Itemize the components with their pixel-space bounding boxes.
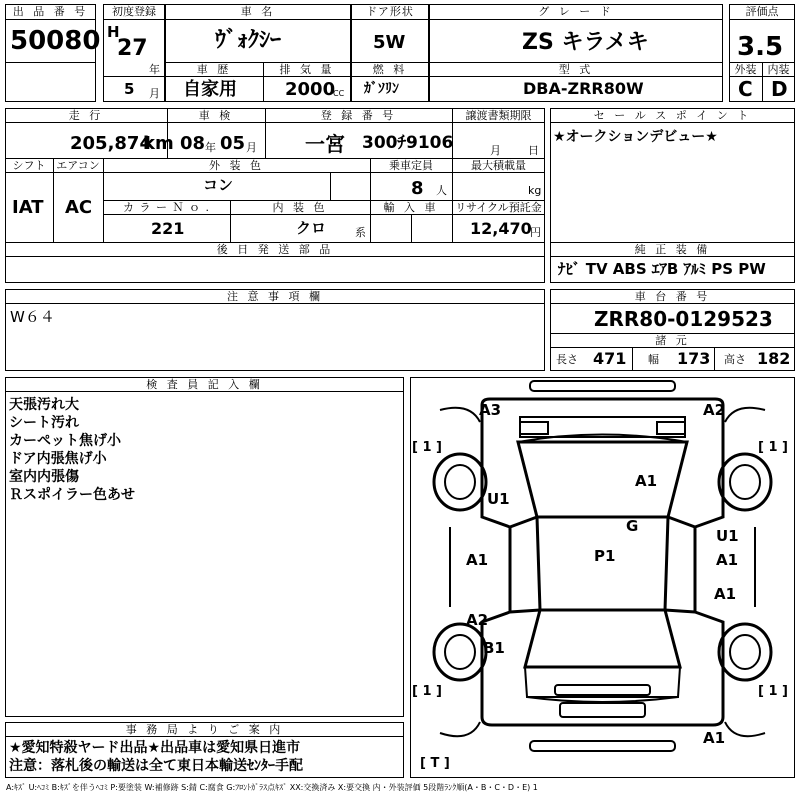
- ext-color: コン: [203, 176, 234, 194]
- inspector-note-line: Ｒスポイラー色あせ: [9, 487, 135, 503]
- height: 182: [757, 349, 791, 368]
- history-label: 車 歴: [196, 63, 232, 76]
- damage-label: P1: [594, 547, 616, 565]
- mileage-unit: km: [143, 133, 174, 154]
- recycle-label: リサイクル預託金: [455, 201, 542, 214]
- inspector-note-line: シート汚れ: [9, 415, 79, 431]
- lot-number-label: 出 品 番 号: [12, 5, 89, 18]
- int-color: クロ: [296, 219, 327, 237]
- int-score-label: 内装: [767, 63, 790, 76]
- inspection-year: 08: [180, 133, 206, 154]
- lot-number: 50080: [10, 26, 101, 56]
- tire-mark: [ 1 ]: [412, 440, 442, 455]
- score: 3.5: [737, 32, 784, 62]
- damage-label: B1: [483, 639, 505, 657]
- length: 471: [593, 349, 627, 368]
- transfer-day: 日: [528, 144, 539, 157]
- model-label: 型 式: [558, 63, 594, 76]
- year-unit: 年: [149, 63, 160, 76]
- inspector-note-line: 室内内張傷: [9, 469, 79, 485]
- inspector-note-line: 天張汚れ大: [9, 397, 79, 413]
- shift-label: シフト: [12, 159, 46, 172]
- transfer-month: 月: [490, 144, 501, 157]
- month-unit: 月: [149, 87, 160, 100]
- equipment-label: 純 正 装 備: [634, 243, 711, 256]
- inspection-label: 車 検: [198, 109, 234, 122]
- inspector-notes: [9, 396, 135, 504]
- grade-label: グ レ ー ド: [538, 5, 614, 18]
- inspection-month: 05: [220, 133, 246, 154]
- first-reg-month: 5: [124, 80, 135, 98]
- notes-text: W６４: [10, 308, 55, 326]
- damage-label: A1: [714, 585, 737, 603]
- max-load-label: 最大積載量: [471, 159, 526, 172]
- office-line-2: 注意：落札後の輸送は全て東日本輸送ｾﾝﾀｰ手配: [9, 758, 303, 774]
- capacity: 8: [411, 178, 424, 199]
- load-unit: kg: [528, 184, 542, 197]
- model-code: DBA-ZRR80W: [523, 79, 644, 98]
- tire-mark: [ 1 ]: [758, 440, 788, 455]
- later-parts-label: 後 日 発 送 部 品: [216, 243, 334, 256]
- damage-label: A1: [466, 551, 489, 569]
- recycle-unit: 円: [530, 226, 541, 239]
- chassis-label: 車 台 番 号: [634, 290, 711, 303]
- car-name: ｳﾞｫｸｼｰ: [215, 28, 282, 53]
- reg-number: 300ﾁ9106: [362, 133, 454, 153]
- spare-tire-mark: [ T ]: [420, 756, 450, 771]
- transfer-deadline-label: 譲渡書類期限: [465, 109, 532, 122]
- displacement: 2000: [285, 79, 336, 100]
- import-label: 輸 入 車: [383, 201, 439, 214]
- registration-label: 登 録 番 号: [320, 109, 397, 122]
- air-conditioner: AC: [65, 197, 93, 218]
- width: 173: [677, 349, 711, 368]
- damage-label: U1: [716, 527, 739, 545]
- int-color-label: 内 装 色: [272, 201, 328, 214]
- chassis-number: ZRR80-0129523: [594, 307, 773, 331]
- tire-mark: [ 1 ]: [758, 684, 788, 699]
- damage-label: A2: [703, 401, 726, 419]
- ac-label: エアコン: [56, 159, 100, 172]
- office-label: 事 務 局 よ り ご 案 内: [125, 723, 284, 736]
- capacity-unit: 人: [436, 184, 447, 197]
- fuel: ｶﾞｿﾘﾝ: [364, 81, 399, 97]
- mileage: 205,874: [70, 133, 152, 154]
- recycle-fee: 12,470: [470, 219, 532, 238]
- fuel-label: 燃 料: [372, 63, 408, 76]
- damage-label: A2: [466, 611, 489, 629]
- car-diagram: [410, 377, 795, 778]
- int-color-unit: 系: [355, 226, 366, 239]
- legend: A:ｷｽﾞ U:ﾍｺﾐ B:ｷｽﾞを伴うﾍｺﾐ P:要塗装 W:補修跡 S:錆 C:腐食 G:ﾌﾛﾝﾄｶﾞﾗｽ点ｷｽﾞ XX:交換済み X:要交換 内・外装評価 5段階ﾗﾝｸ順(A・B・C・D・E) 1: [6, 783, 538, 792]
- first-reg-label: 初度登録: [112, 5, 156, 18]
- car-name-label: 車 名: [240, 5, 276, 18]
- era: H: [107, 23, 120, 41]
- ext-score: C: [738, 77, 753, 101]
- cc-unit: CC: [333, 89, 345, 98]
- width-label: 幅: [648, 353, 659, 366]
- color-number: 221: [151, 219, 185, 238]
- office-line-1: ★愛知特殺ヤード出品★出品車は愛知県日進市: [9, 740, 301, 756]
- ext-color-label: 外 装 色: [209, 159, 264, 172]
- ext-score-label: 外装: [734, 63, 757, 76]
- equipment-items: ﾅﾋﾞ TV ABS ｴｱB ｱﾙﾐ PS PW: [558, 260, 766, 278]
- car-history: 自家用: [183, 79, 237, 100]
- sales-point-text: ★オークションデビュー★: [553, 129, 718, 145]
- spec-label: 諸 元: [655, 334, 690, 347]
- int-score: D: [771, 77, 788, 101]
- damage-label: A1: [635, 472, 658, 490]
- inspection-month-unit: 月: [246, 141, 257, 154]
- inspector-note-line: カーペット焦げ小: [9, 433, 121, 449]
- damage-label: A1: [703, 729, 726, 747]
- notes-label: 注 意 事 項 欄: [227, 290, 323, 303]
- door-shape: 5W: [373, 32, 406, 53]
- capacity-label: 乗車定員: [389, 159, 433, 172]
- grade: ZS キラメキ: [522, 30, 649, 55]
- height-label: 高さ: [724, 353, 746, 366]
- damage-label: G: [626, 517, 639, 535]
- damage-label: A3: [479, 401, 502, 419]
- mileage-label: 走 行: [68, 109, 104, 122]
- displacement-label: 排 気 量: [279, 63, 335, 76]
- shift: IAT: [12, 197, 44, 218]
- length-label: 長さ: [556, 353, 578, 366]
- inspector-label: 検 査 員 記 入 欄: [146, 378, 263, 391]
- sales-point-label: セ ー ル ス ポ イ ン ト: [593, 109, 752, 122]
- door-label: ドア形状: [366, 5, 414, 18]
- damage-label: A1: [716, 551, 739, 569]
- inspector-note-line: ドア内張焦げ小: [9, 451, 107, 467]
- damage-label: U1: [487, 490, 510, 508]
- inspection-year-unit: 年: [205, 141, 216, 154]
- reg-city: 一宮: [305, 132, 345, 156]
- color-no-label: カ ラ ー Ｎ ｏ .: [123, 201, 210, 214]
- first-reg-year: 27: [117, 36, 148, 61]
- tire-mark: [ 1 ]: [412, 684, 442, 699]
- score-label: 評価点: [745, 5, 779, 18]
